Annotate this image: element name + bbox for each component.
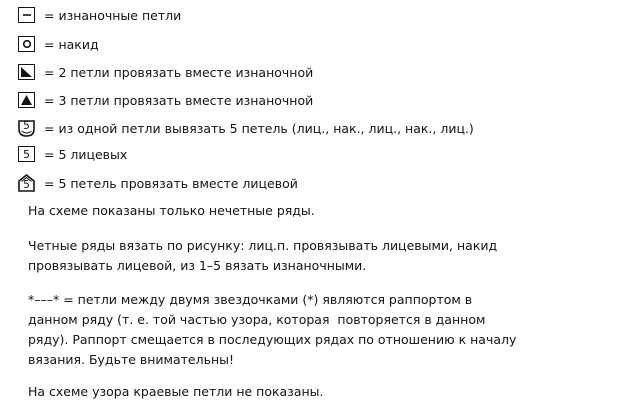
note-odd-rows: На схеме показаны только нечетные ряды. [28, 203, 315, 218]
legend-row-knit-5 [18, 143, 127, 165]
symbol-label: 5 [23, 119, 30, 132]
legend-text-k5tog: = 5 петель провязать вместе лицевой [44, 175, 298, 191]
five-curved-bottom-box-icon [18, 120, 35, 137]
symbol-label: 5 [23, 147, 30, 161]
symbol-label: 5 [23, 179, 30, 191]
note-repeat: *–––* = петли между двумя звездочками (*) являются раппортом в данном ряду (т. е. той частью узора, которая повторяется в данном ряду). Раппорт смещается в последующих рядах по отношению к началу вязания. Будьте внимательны! [28, 292, 517, 367]
circle-box-icon [18, 36, 35, 52]
legend-row-p3tog [18, 89, 313, 111]
legend-row-purl [18, 4, 181, 26]
legend-text-p3tog: = 3 петли провязать вместе изнаночной [44, 92, 314, 108]
note-edge-stitches: На схеме узора краевые петли не показаны. [28, 384, 324, 399]
legend-text-knit-5: = 5 лицевых [44, 146, 128, 162]
up-triangle-box-icon [18, 92, 35, 108]
legend-row-k5tog [18, 172, 298, 194]
note-even-rows: Четные ряды вязать по рисунку: лиц.п. провязывать лицевыми, накид провязывать лицевой, из 1–5 вязать изнаночными. [28, 238, 498, 273]
legend-text-purl: = изнаночные петли [44, 7, 182, 23]
legend-text-p2tog: = 2 петли провязать вместе изнаночной [44, 64, 314, 80]
legend-text-increase-5: = из одной петли вывязать 5 петель (лиц., нак., лиц., нак., лиц.) [44, 120, 474, 136]
legend-row-p2tog [18, 61, 313, 83]
five-box-icon [18, 146, 35, 162]
legend-row-increase-5 [18, 117, 474, 139]
five-peaked-top-box-icon [18, 174, 35, 192]
legend-row-yarn-over [18, 33, 99, 55]
dash-box-icon [18, 7, 35, 23]
legend-text-yarn-over: = накид [44, 36, 99, 52]
left-triangle-box-icon [18, 64, 35, 80]
